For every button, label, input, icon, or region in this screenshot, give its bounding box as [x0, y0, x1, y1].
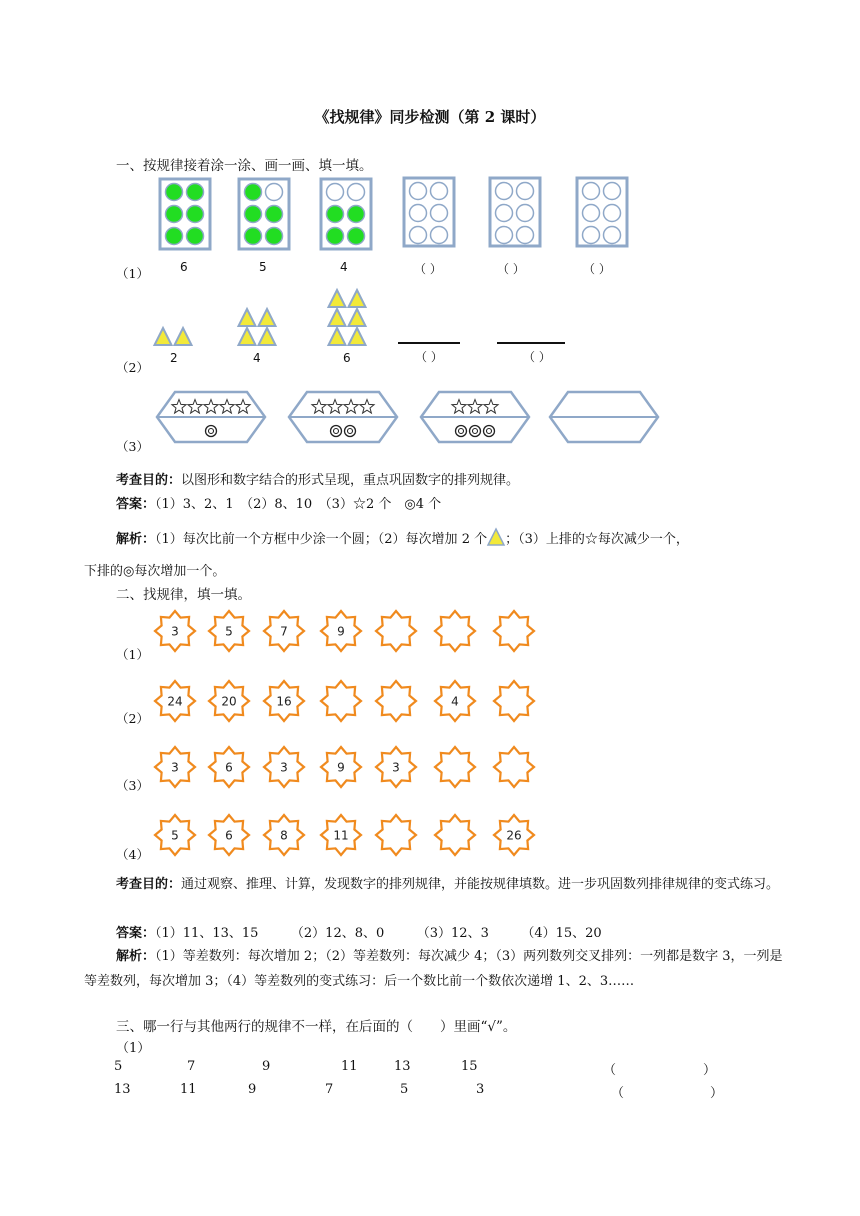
star-number: 3 — [392, 760, 400, 775]
star-number: 20 — [221, 694, 237, 709]
star-number: 6 — [225, 828, 233, 843]
row1-caption: 5 — [259, 260, 267, 274]
row2-label: （2） — [116, 360, 149, 375]
s2-row-label: （4） — [116, 847, 149, 862]
seq-number: 5 — [114, 1059, 123, 1074]
orange-star — [494, 681, 534, 721]
section1-purpose: 考查目的：以图形和数字结合的形式呈现，重点巩固数字的排列规律。 — [116, 473, 520, 488]
seq-number: 15 — [461, 1059, 478, 1074]
orange-star — [435, 815, 475, 855]
seq-number: 5 — [400, 1082, 409, 1097]
star-number: 24 — [167, 694, 183, 709]
section1-analysis-cont: 下排的◎每次增加一个。 — [84, 564, 226, 579]
seq-number: 7 — [325, 1082, 334, 1097]
row1-caption: 6 — [180, 260, 188, 274]
star-number: 3 — [171, 760, 179, 775]
row1-caption: （ ） — [583, 262, 611, 276]
star-number: 9 — [337, 624, 345, 639]
star-number: 7 — [280, 624, 288, 639]
orange-star — [321, 681, 361, 721]
seq-number: 11 — [180, 1082, 197, 1097]
row1-caption: 4 — [340, 260, 348, 274]
row1-caption: （ ） — [414, 262, 442, 276]
answer-paren-open[interactable]: （ — [603, 1063, 617, 1078]
orange-star — [435, 611, 475, 651]
section1-answer: 答案：（1）3、2、1 （2）8、10 （3）☆2 个 ◎4 个 — [116, 497, 442, 512]
section2-answer: 答案：（1）11、13、15 （2）12、8、0 （3）12、3 （4）15、20 — [116, 926, 602, 941]
star-number: 8 — [280, 828, 288, 843]
orange-star — [376, 611, 416, 651]
star-number: 3 — [171, 624, 179, 639]
row2-caption: （ ） — [523, 350, 551, 364]
answer-paren-open[interactable]: （ — [611, 1086, 625, 1101]
star-number: 5 — [225, 624, 233, 639]
star-number: 26 — [506, 828, 522, 843]
seq-number: 11 — [341, 1059, 358, 1074]
section3-heading: 三、哪一行与其他两行的规律不一样，在后面的（ ）里画“√”。 — [116, 1019, 517, 1035]
section1-analysis: 解析：（1）每次比前一个方框中少涂一个圆；（2）每次增加 2 个 ；（3）上排的☆每次减少一个， — [116, 528, 689, 547]
seq-number: 9 — [262, 1059, 271, 1074]
row2-caption: 6 — [343, 351, 351, 365]
seq-number: 9 — [248, 1082, 257, 1097]
star-number: 3 — [280, 760, 288, 775]
seq-number: 13 — [114, 1082, 131, 1097]
section3-sublabel: （1） — [116, 1041, 151, 1056]
s2-row-label: （2） — [116, 711, 149, 726]
seq-number: 7 — [187, 1059, 196, 1074]
section2-analysis: 解析：（1）等差数列：每次增加 2；（2）等差数列：每次减少 4；（3）两列数列交叉排列：一列都是数字 3，一列是等差数列，每次增加 3；（4）等差数列的变式练习：后一个数比前一个数依次递增 1、2、3…… — [84, 949, 783, 989]
s2-row-label: （3） — [116, 778, 149, 793]
star-number: 9 — [337, 760, 345, 775]
row1-label: （1） — [116, 266, 149, 281]
section1-heading: 一、按规律接着涂一涂、画一画、填一填。 — [116, 158, 373, 174]
section2-heading: 二、找规律，填一填。 — [116, 587, 251, 603]
row2-caption: （ ） — [415, 350, 443, 364]
row2-caption: 2 — [170, 351, 178, 365]
seq-number: 3 — [476, 1082, 485, 1097]
star-number: 11 — [333, 828, 349, 843]
s2-row-label: （1） — [116, 647, 149, 662]
orange-star — [435, 747, 475, 787]
row2-caption: 4 — [253, 351, 261, 365]
star-number: 6 — [225, 760, 233, 775]
page-title: 《找规律》同步检测（第 2 课时） — [314, 108, 546, 126]
orange-star — [376, 815, 416, 855]
star-number: 16 — [276, 694, 292, 709]
row3-label: （3） — [116, 439, 149, 454]
star-number: 5 — [171, 828, 179, 843]
seq-number: 13 — [394, 1059, 411, 1074]
row1-caption: （ ） — [497, 262, 525, 276]
answer-paren-close: ） — [710, 1086, 724, 1101]
star-number: 4 — [451, 694, 459, 709]
orange-star — [494, 611, 534, 651]
answer-paren-close: ） — [703, 1063, 717, 1078]
orange-star — [494, 747, 534, 787]
orange-star — [376, 681, 416, 721]
section2-purpose: 考查目的：通过观察、推理、计算，发现数字的排列规律，并能按规律填数。进一步巩固数列排律规律的变式练习。 — [116, 877, 780, 892]
